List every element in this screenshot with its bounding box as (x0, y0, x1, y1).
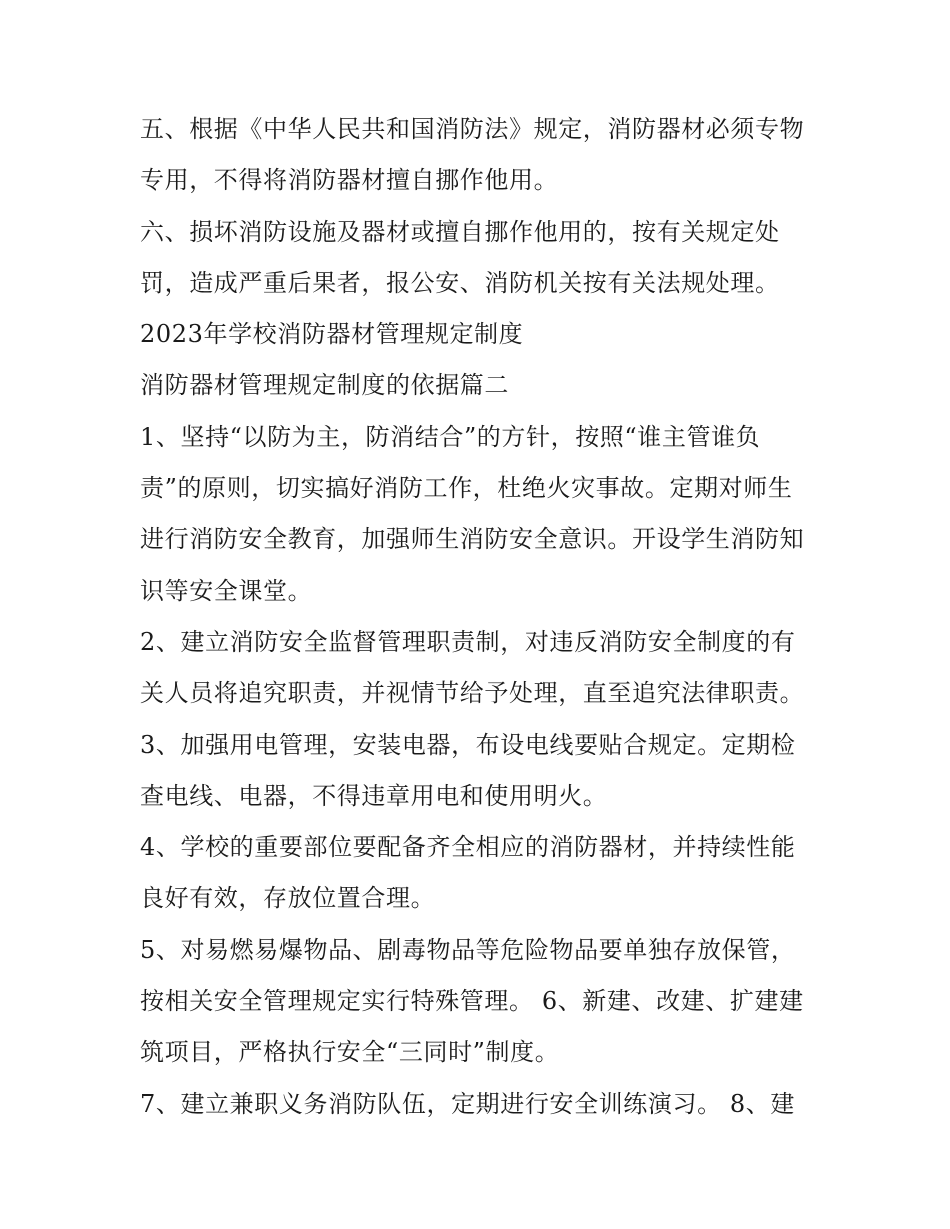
text-line: 5、对易燃易爆物品、剧毒物品等危险物品要单独存放保管， (140, 935, 796, 964)
text-line: 良好有效，存放位置合理。 (140, 884, 436, 913)
text-line: 1、坚持“以防为主，防消结合”的方针，按照“谁主管谁负 (140, 422, 761, 451)
text-line: 7、建立兼职义务消防队伍，定期进行安全训练演习。 8、建 (140, 1089, 795, 1118)
text-line: 查电线、电器，不得违章用电和使用明火。 (140, 781, 608, 810)
text-line: 罚，造成严重后果者，报公安、消防机关按有关法规处理。 (140, 268, 780, 297)
text-line: 识等安全课堂。 (140, 576, 313, 605)
text-line: 按相关安全管理规定实行特殊管理。 6、新建、改建、扩建建 (140, 987, 804, 1016)
text-line: 进行消防安全教育，加强师生消防安全意识。开设学生消防知 (140, 525, 805, 554)
text-line: 关人员将追究职责，并视情节给予处理，直至追究法律职责。 (140, 679, 805, 708)
text-line: 2、建立消防安全监督管理职责制，对违反消防安全制度的有 (140, 627, 796, 656)
text-line: 责”的原则，切实搞好消防工作，杜绝火灾事故。定期对师生 (140, 474, 793, 503)
document-body (140, 104, 820, 1130)
text-line: 3、加强用电管理，安装电器，布设电线要贴合规定。定期检 (140, 730, 796, 759)
text-line: 六、损坏消防设施及器材或擅自挪作他用的，按有关规定处 (140, 217, 780, 246)
section-title: 2023年学校消防器材管理规定制度 (140, 320, 524, 349)
text-line: 4、学校的重要部位要配备齐全相应的消防器材，并持续性能 (140, 833, 796, 862)
section-subtitle: 消防器材管理规定制度的依据篇二 (140, 371, 509, 400)
text-line: 筑项目，严格执行安全“三同时”制度。 (140, 1038, 560, 1067)
text-line: 专用，不得将消防器材擅自挪作他用。 (140, 166, 559, 195)
text-line: 五、根据《中华人民共和国消防法》规定，消防器材必须专物 (140, 115, 805, 143)
